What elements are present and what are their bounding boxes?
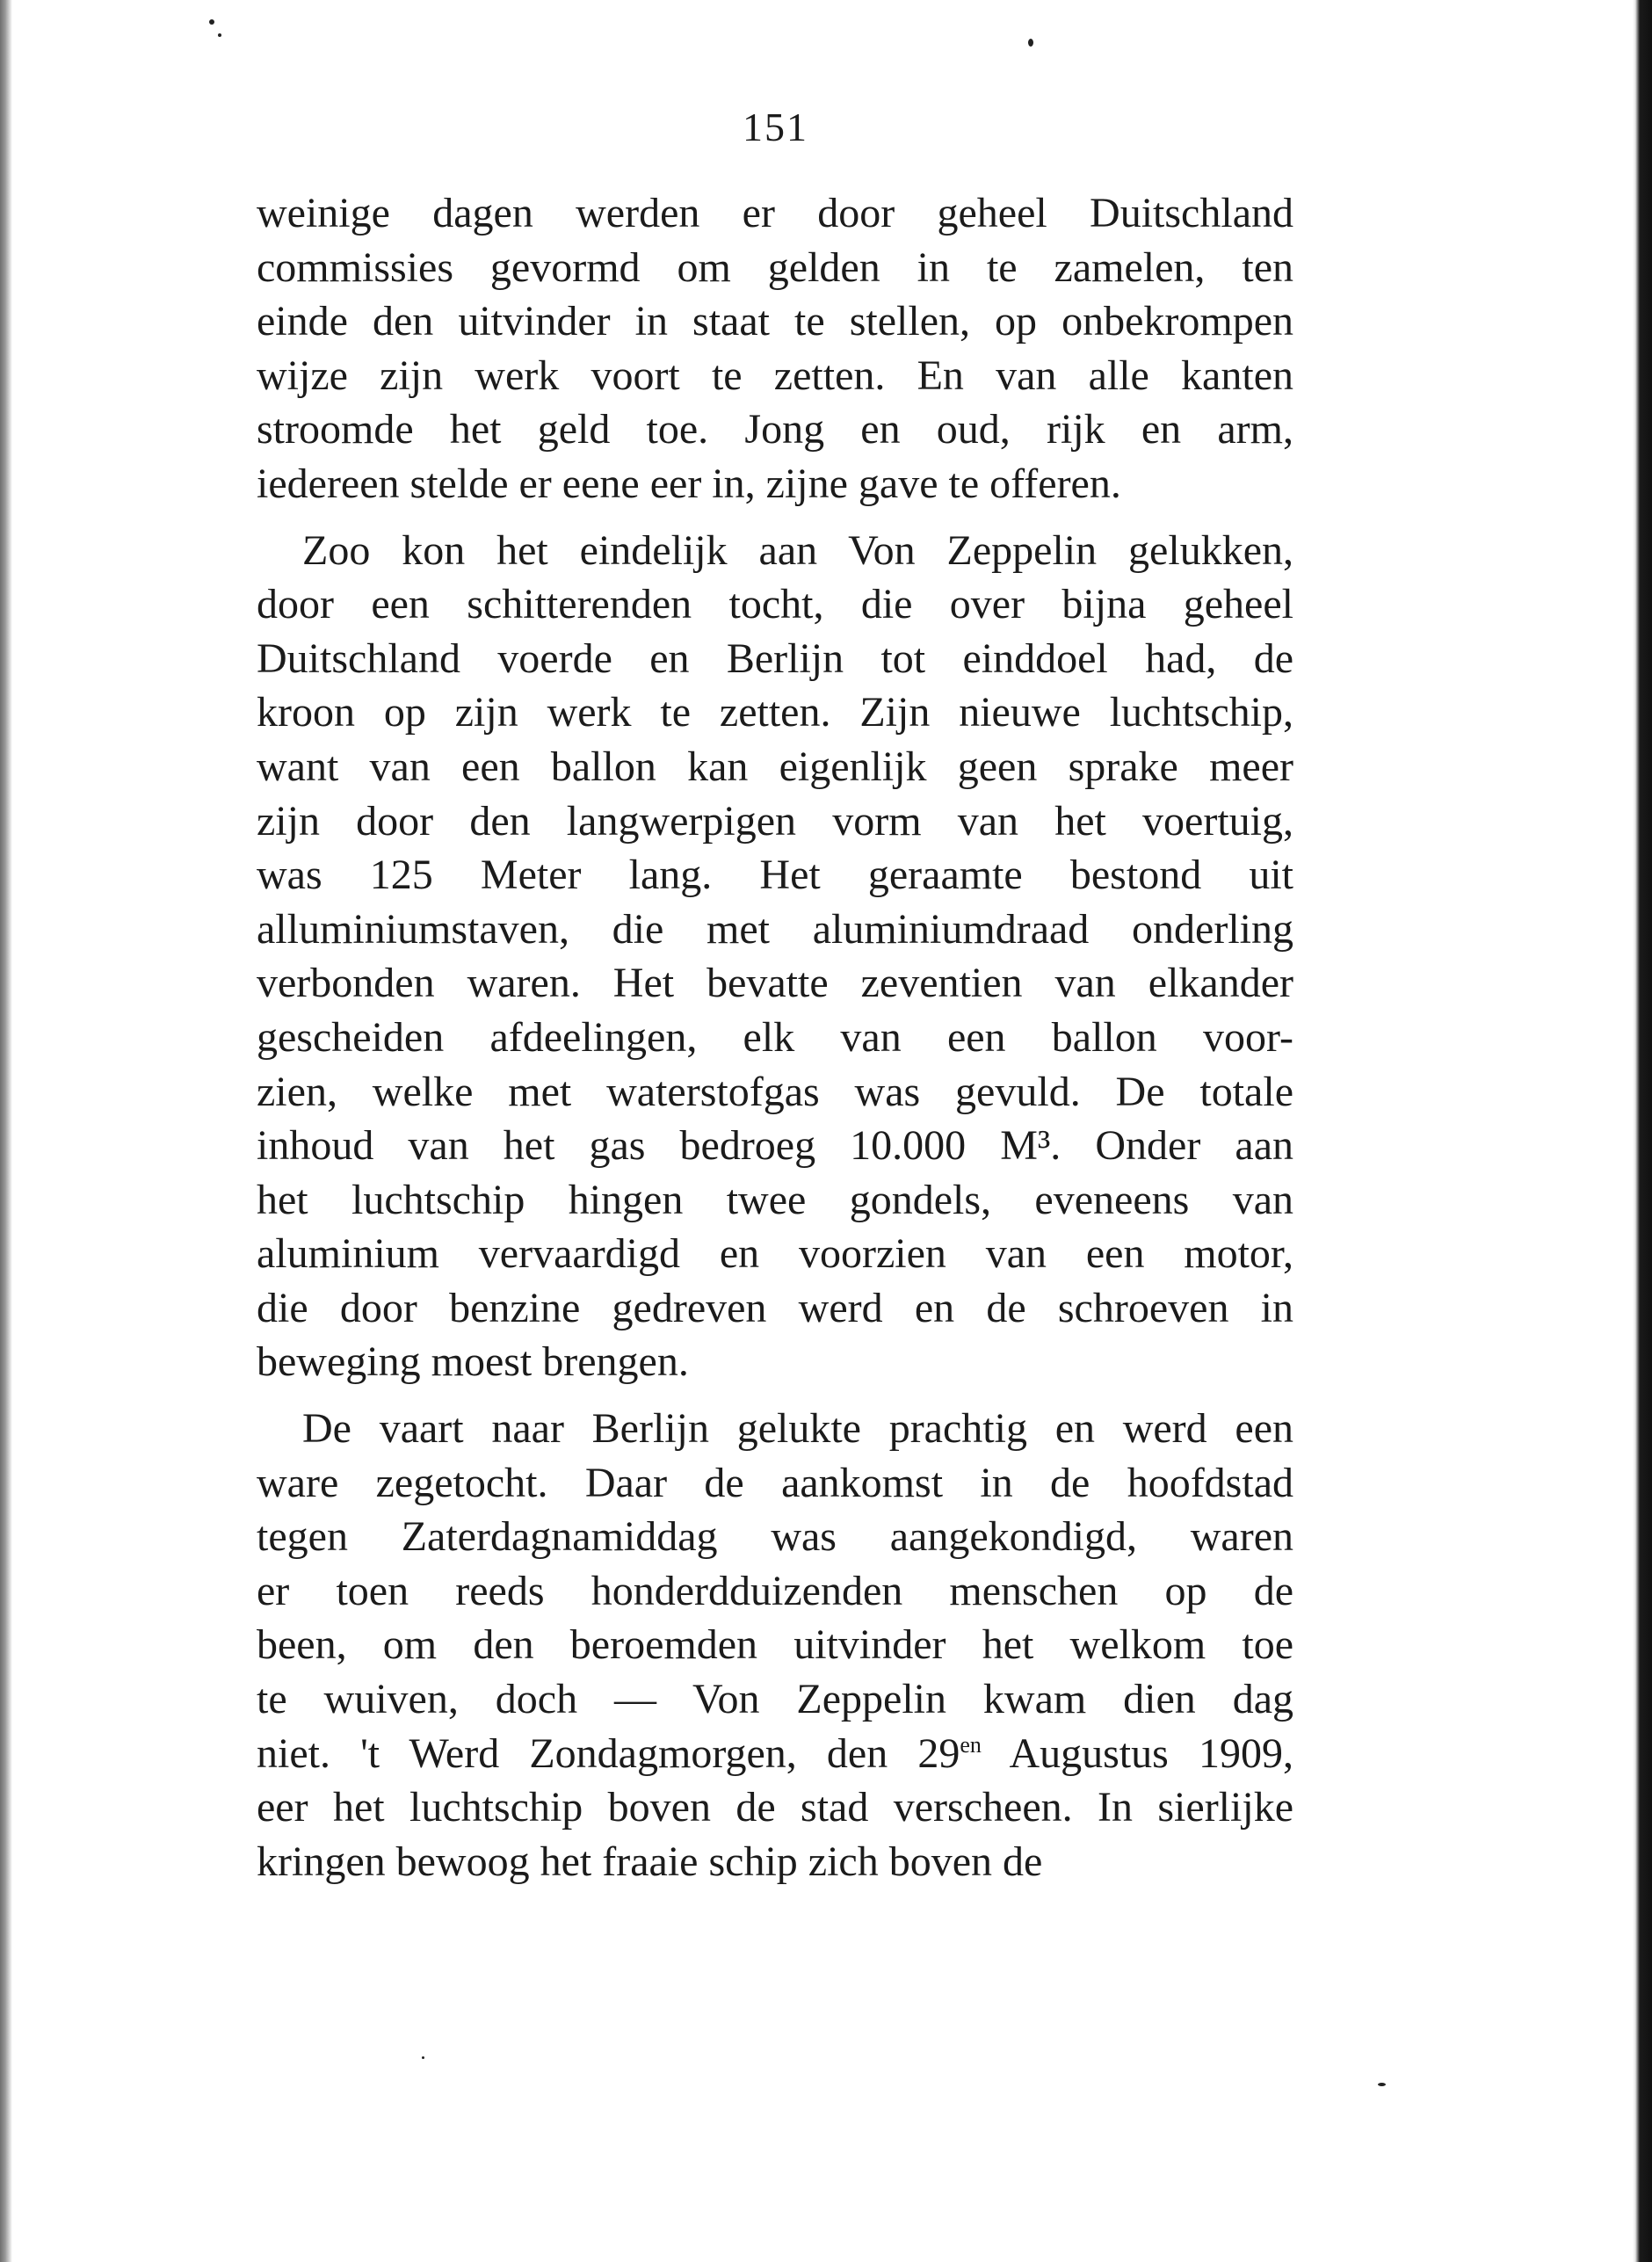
text-line: was 125 Meter lang. Het geraamte bestond uit (257, 852, 1293, 899)
text-line: er toen reeds honderdduizenden menschen op de (257, 1567, 1293, 1614)
text-line: het luchtschip hingen twee gondels, eveneens van (257, 1176, 1293, 1223)
text-line: te wuiven, doch — Von Zeppelin kwam dien dag (257, 1676, 1293, 1723)
text-line: beweging moest brengen. (257, 1338, 689, 1386)
scan-edge-right (1633, 0, 1652, 2262)
text-line: commissies gevormd om gelden in te zamelen, ten (257, 243, 1293, 291)
text-line: been, om den beroemden uitvinder het welkom toe (257, 1621, 1293, 1669)
text-line: Duitschland voerde en Berlijn tot einddoel had, de (257, 634, 1293, 682)
scan-speck (1378, 2083, 1386, 2086)
text-line: door een schitterenden tocht, die over bijna geheel (257, 581, 1293, 628)
text-line: weinige dagen werden er door geheel Duitschland (257, 190, 1293, 236)
text-line: wijze zijn werk voort te zetten. En van alle kanten (257, 352, 1293, 399)
text-line: aluminium vervaardigd en voorzien van een motor, (257, 1230, 1293, 1278)
text-line: inhoud van het gas bedroeg 10.000 M³. Onder aan (257, 1122, 1293, 1170)
paragraph-gap (257, 1389, 1293, 1402)
text-line: eer het luchtschip boven de stad verscheen. In sierlijke (257, 1784, 1293, 1831)
text-line: kringen bewoog het fraaie schip zich boven de (257, 1838, 1043, 1885)
paragraph (257, 1402, 1293, 1889)
scan-speck (422, 2056, 424, 2059)
paragraph-gap (257, 511, 1293, 524)
page-number: 151 (743, 105, 808, 149)
text-line: stroomde het geld toe. Jong en oud, rijk en arm, (257, 406, 1293, 453)
text-line: gescheiden afdeelingen, elk van een ballon voor- (257, 1013, 1293, 1061)
text-line: iedereen stelde er eene eer in, zijne gave te offeren. (257, 460, 1121, 507)
text-line: verbonden waren. Het bevatte zeventien van elkander (257, 960, 1293, 1007)
text-line: De vaart naar Berlijn gelukte prachtig en werd een (302, 1405, 1293, 1453)
text-line: einde den uitvinder in staat te stellen, op onbekrompen (257, 298, 1293, 345)
text-line: want van een ballon kan eigenlijk geen sprake meer (257, 743, 1293, 790)
scan-speck (209, 19, 214, 25)
text-line: die door benzine gedreven werd en de schroeven in (257, 1284, 1293, 1331)
text-line: ware zegetocht. Daar de aankomst in de hoofdstad (257, 1459, 1293, 1506)
scan-speck (218, 33, 221, 37)
text-line: alluminiumstaven, die met aluminiumdraad onderling (257, 905, 1293, 953)
scan-edge-left (0, 0, 12, 2262)
scan-speck (1028, 39, 1033, 47)
text-line: zijn door den langwerpigen vorm van het voertuig, (257, 797, 1293, 845)
text-line: Zoo kon het eindelijk aan Von Zeppelin gelukken, (302, 526, 1293, 574)
text-line: zien, welke met waterstofgas was gevuld. De totale (257, 1068, 1293, 1115)
paragraph (257, 186, 1293, 511)
text-line: niet. 't Werd Zondagmorgen, den $29^{en}$ Augustus 1909, (257, 1729, 1293, 1777)
paragraph (257, 524, 1293, 1390)
text-line: kroon op zijn werk te zetten. Zijn nieuwe luchtschip, (257, 689, 1293, 736)
text-line: tegen Zaterdagnamiddag was aangekondigd, waren (257, 1513, 1293, 1561)
body-text (257, 186, 1293, 1889)
